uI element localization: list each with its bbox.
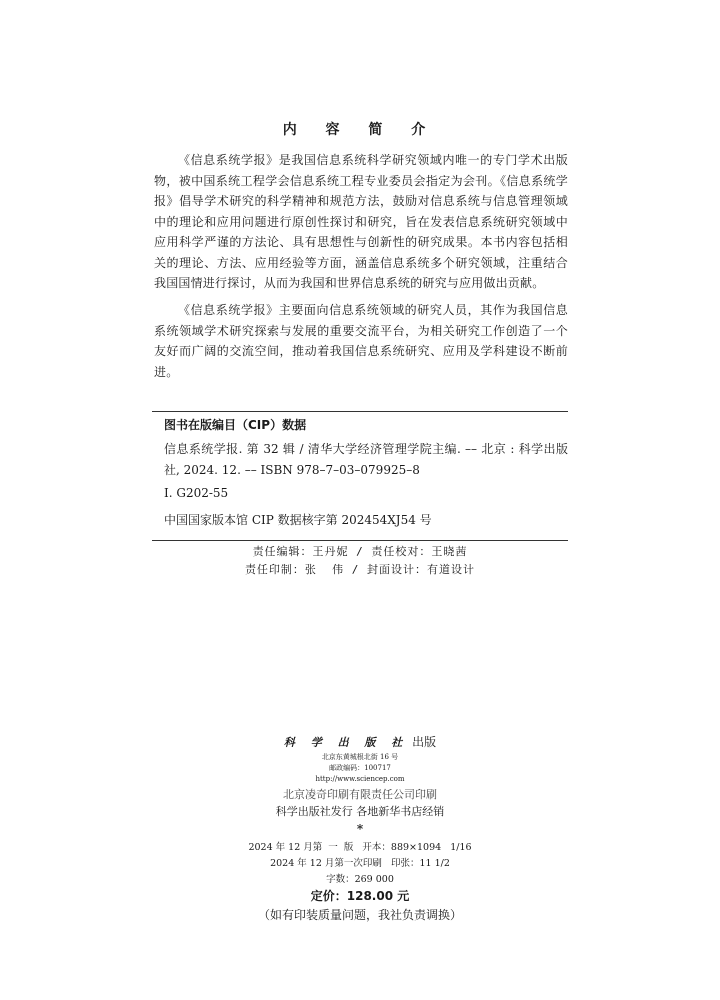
price: 定价：128.00 元: [310, 889, 410, 903]
issuer-line: 科学出版社发行 各地新华书店经销: [275, 805, 445, 818]
intro-paragraph-1: 《信息系统学报》是我国信息系统科学研究领域内唯一的专门学术出版物，被中国系统工程学会信息系统工程专业委员会指定为会刊。《信息系统学报》倡导学术研究的科学精神和规范方法，鼓励对信息系统与信息管理领域中的理论和应用问题进行原创性探讨和研究，旨在发表信息系统研究领域中应用科学严谨的方法论、具有思想性与创新性的研究成果。本书内容包括相关的理论、方法、应用经验等方面，涵盖信息系统多个研究领域，注重结合我国国情进行探讨，从而为我国和世界信息系统的研究与应用做出贡献。: [154, 153, 568, 290]
cip-record: 信息系统学报. 第 32 辑 / 清华大学经济管理学院主编. –– 北京 : 科学出版社, 2024. 12. –– ISBN 978–7–03–079925–8: [164, 442, 568, 477]
publisher-name: 科 学 出 版 社: [283, 736, 409, 749]
editor-credits: [0, 543, 720, 579]
cip-number: 中国国家版本馆 CIP 数据核字第 202454XJ54 号: [164, 513, 432, 527]
printer-line: 北京凌奇印刷有限责任公司印刷: [283, 788, 437, 801]
page-title: 内 容 简 介: [282, 122, 438, 138]
publisher-line: [0, 733, 720, 750]
edition-line-1: 2024 年 12 月第 一 版 开本：889×1094 1/16: [248, 842, 472, 853]
intro-paragraph-2: 《信息系统学报》主要面向信息系统领域的研究人员，其作为我国信息系统领域学术研究探索与发展的重要交流平台，为相关研究工作创造了一个友好而广阔的交流空间，推动着我国信息系统研究、应用及学科建设不断前进。: [154, 303, 568, 379]
publisher-address: 北京东黄城根北街 16 号: [321, 753, 399, 761]
publisher-postcode: 邮政编码：100717: [329, 764, 391, 772]
publisher-suffix: 出版: [412, 735, 437, 749]
cip-bottom-rule: [152, 540, 568, 541]
word-count: 字数：269 000: [326, 874, 394, 885]
quality-notice: （如有印装质量问题，我社负责调换）: [257, 908, 462, 922]
editor-credits-line-1: 责任编辑：王丹妮 / 责任校对：王晓茜: [252, 545, 468, 558]
publisher-url: http://www.sciencep.com: [315, 775, 405, 783]
cip-top-rule: [152, 411, 568, 412]
separator-star: *: [356, 822, 364, 836]
cip-heading: 图书在版编目（CIP）数据: [164, 418, 307, 432]
cip-classification: Ⅰ. G202-55: [164, 486, 229, 500]
editor-credits-line-2: 责任印制：张 伟 / 封面设计：有道设计: [244, 563, 476, 576]
edition-line-2: 2024 年 12 月第一次印刷 印张：11 1/2: [270, 858, 450, 869]
